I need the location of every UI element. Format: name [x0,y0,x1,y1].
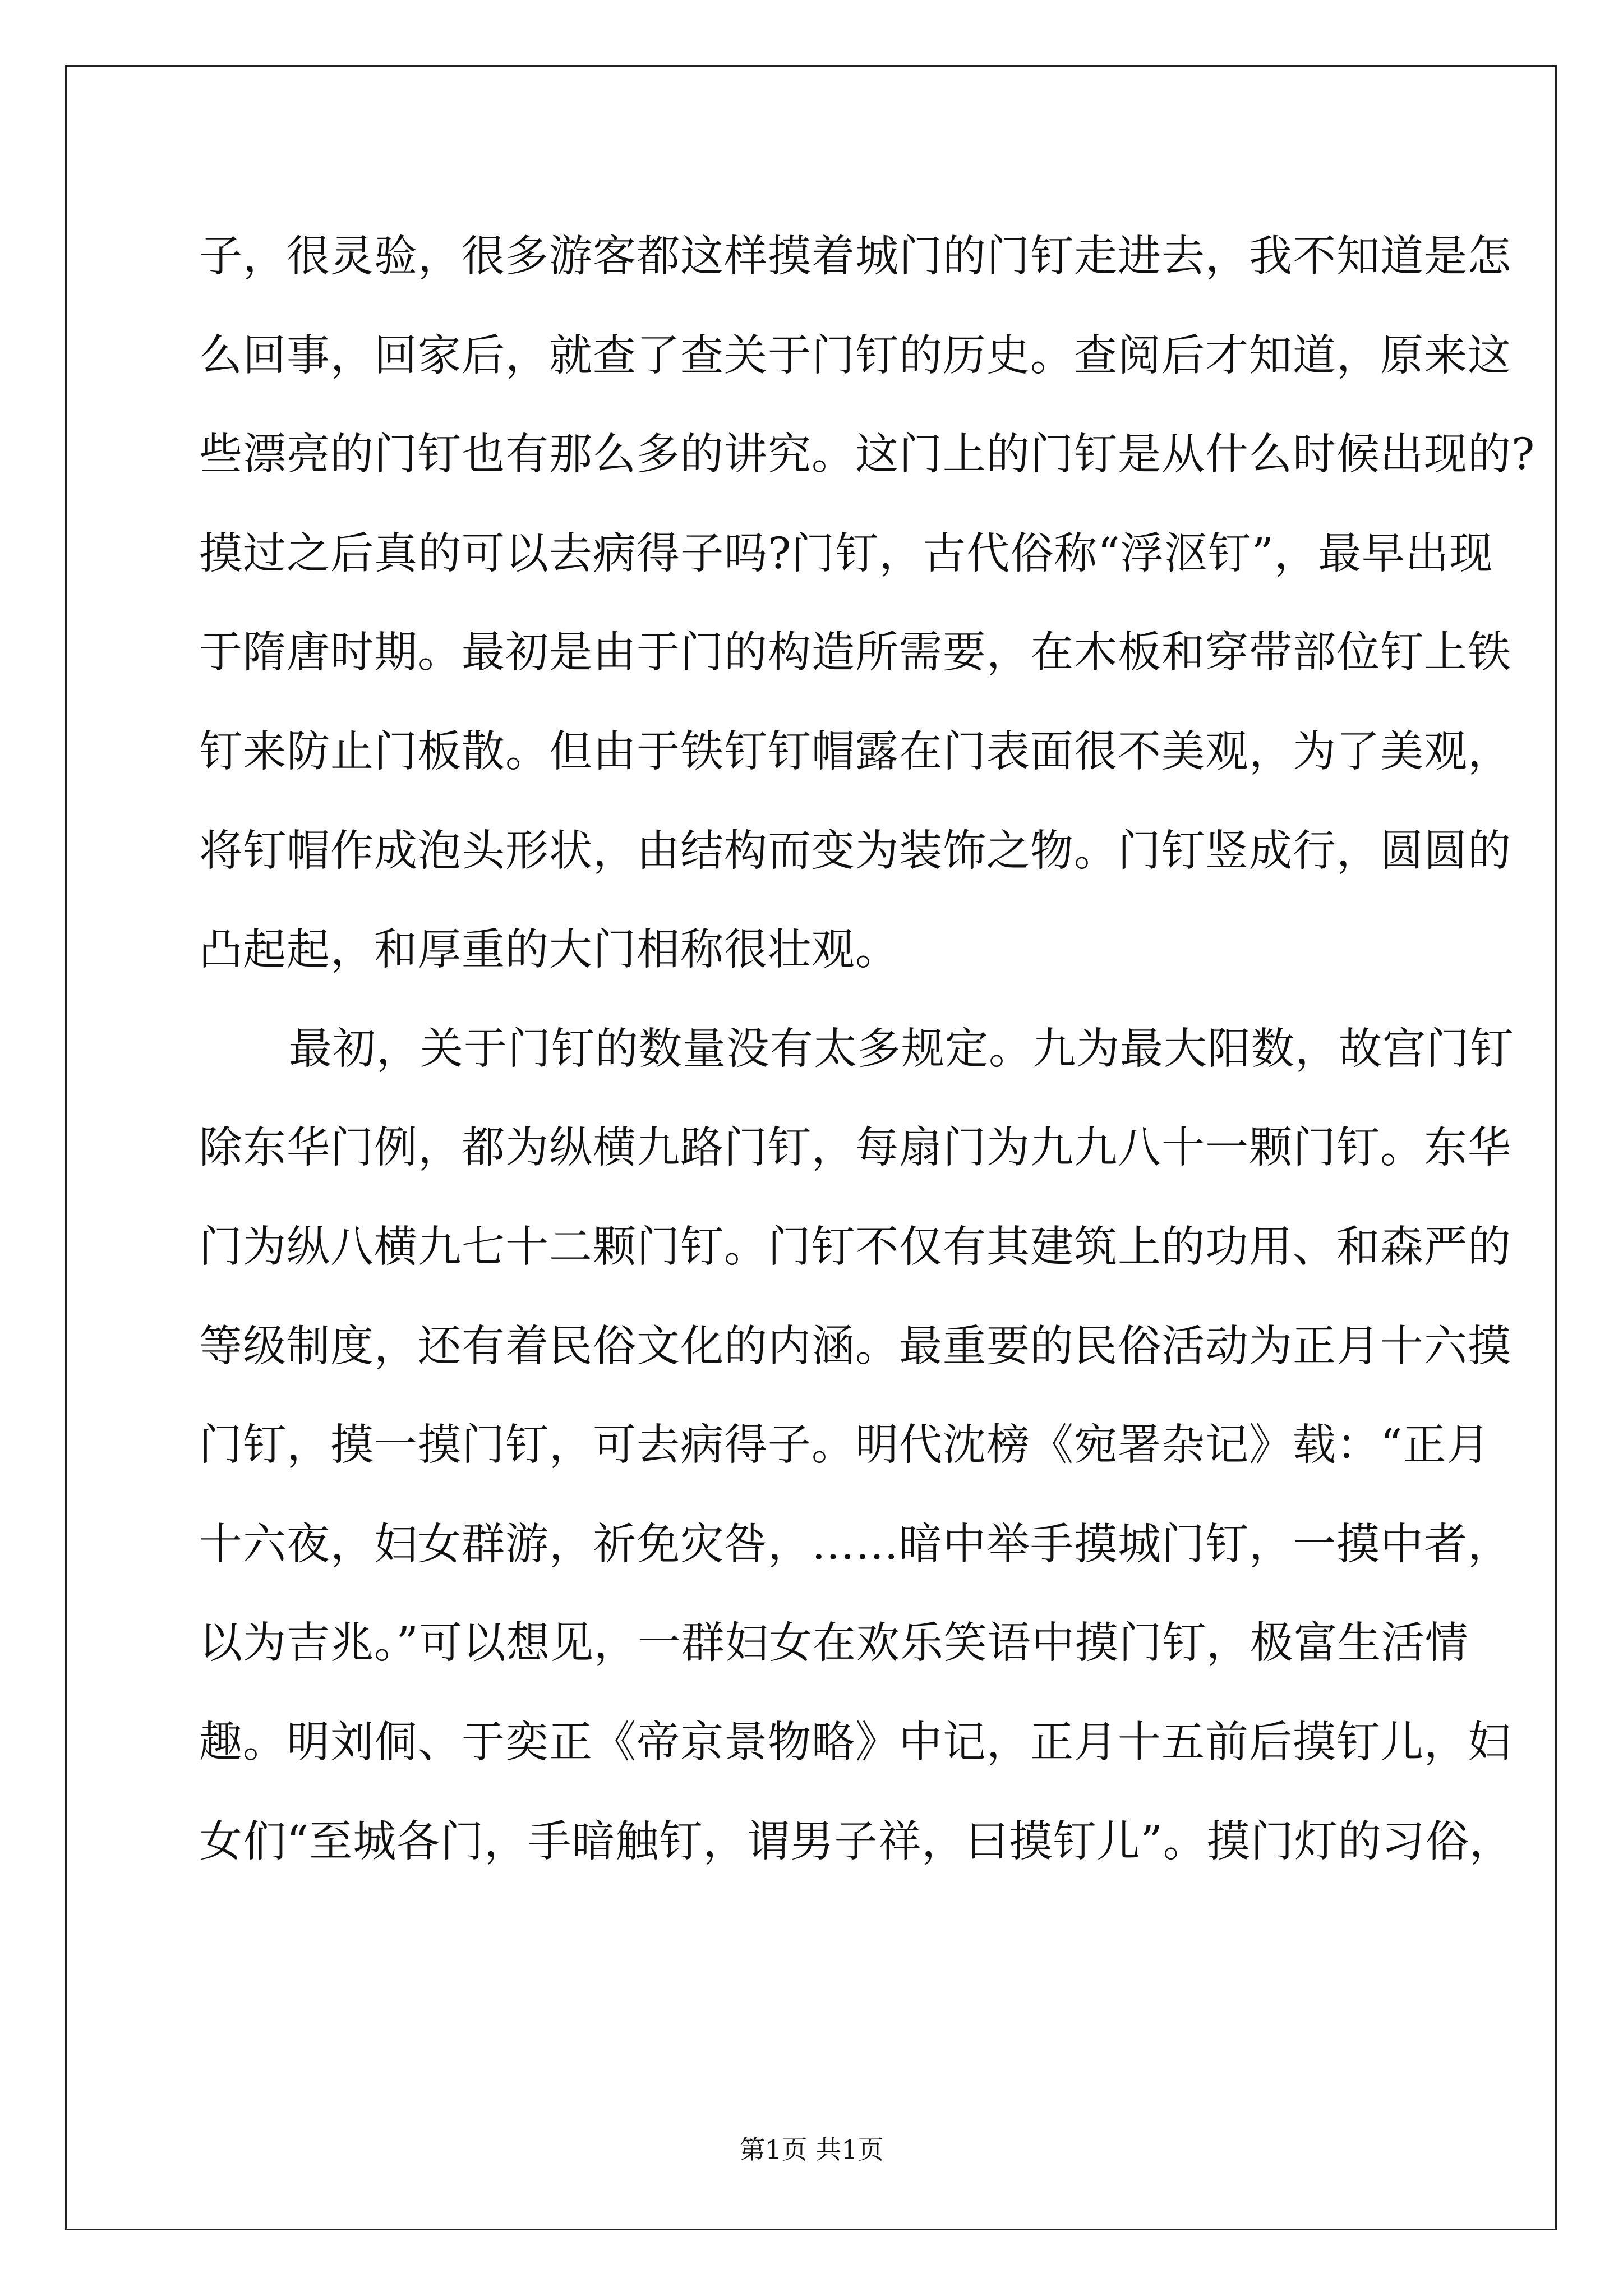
text-line: 以为吉兆。”可以想见，一群妇女在欢乐笑语中摸门钉，极富生活情 [199,1618,1469,1669]
text-line: 钉来防止门板散。但由于铁钉钉帽露在门表面很不美观，为了美观， [199,726,1511,777]
page-footer: 第1页 共1页 [739,2134,884,2165]
document-body [199,208,1536,1892]
text-line: 女们“至城各门，手暗触钉，谓男子祥，曰摸钉儿”。摸门灯的习俗， [199,1816,1513,1867]
text-line: 趣。明刘侗、于奕正《帝京景物略》中记，正月十五前后摸钉儿，妇 [199,1717,1511,1768]
paragraph-start-line: 最初，关于门钉的数量没有太多规定。九为最大阳数，故宫门钉 [289,1024,1514,1074]
text-line: 十六夜，妇女群游，祈免灾咎，……暗中举手摸城门钉，一摸中者， [199,1519,1511,1570]
text-line: 么回事，回家后，就查了查关于门钉的历史。查阅后才知道，原来这 [199,330,1511,381]
text-line: 凸起起，和厚重的大门相称很壮观。 [199,925,899,976]
text-line: 门钉，摸一摸门钉，可去病得子。明代沈榜《宛署杂记》载：“正月 [199,1420,1491,1471]
text-line: 等级制度，还有着民俗文化的内涵。最重要的民俗活动为正月十六摸 [199,1321,1511,1372]
text-line: 摸过之后真的可以去病得子吗?门钉，古代俗称“浮沤钉”，最早出现 [199,528,1493,579]
text-line: 门为纵八横九七十二颗门钉。门钉不仅有其建筑上的功用、和森严的 [199,1222,1511,1272]
text-line: 除东华门例，都为纵横九路门钉，每扇门为九九八十一颗门钉。东华 [199,1123,1511,1174]
text-line: 子，很灵验，很多游客都这样摸着城门的门钉走进去，我不知道是怎 [199,232,1511,282]
text-line: 些漂亮的门钉也有那么多的讲究。这门上的门钉是从什么时候出现的? [199,430,1536,480]
text-line: 于隋唐时期。最初是由于门的构造所需要，在木板和穿带部位钉上铁 [199,628,1511,678]
text-line: 将钉帽作成泡头形状，由结构而变为装饰之物。门钉竖成行，圆圆的 [199,826,1511,876]
